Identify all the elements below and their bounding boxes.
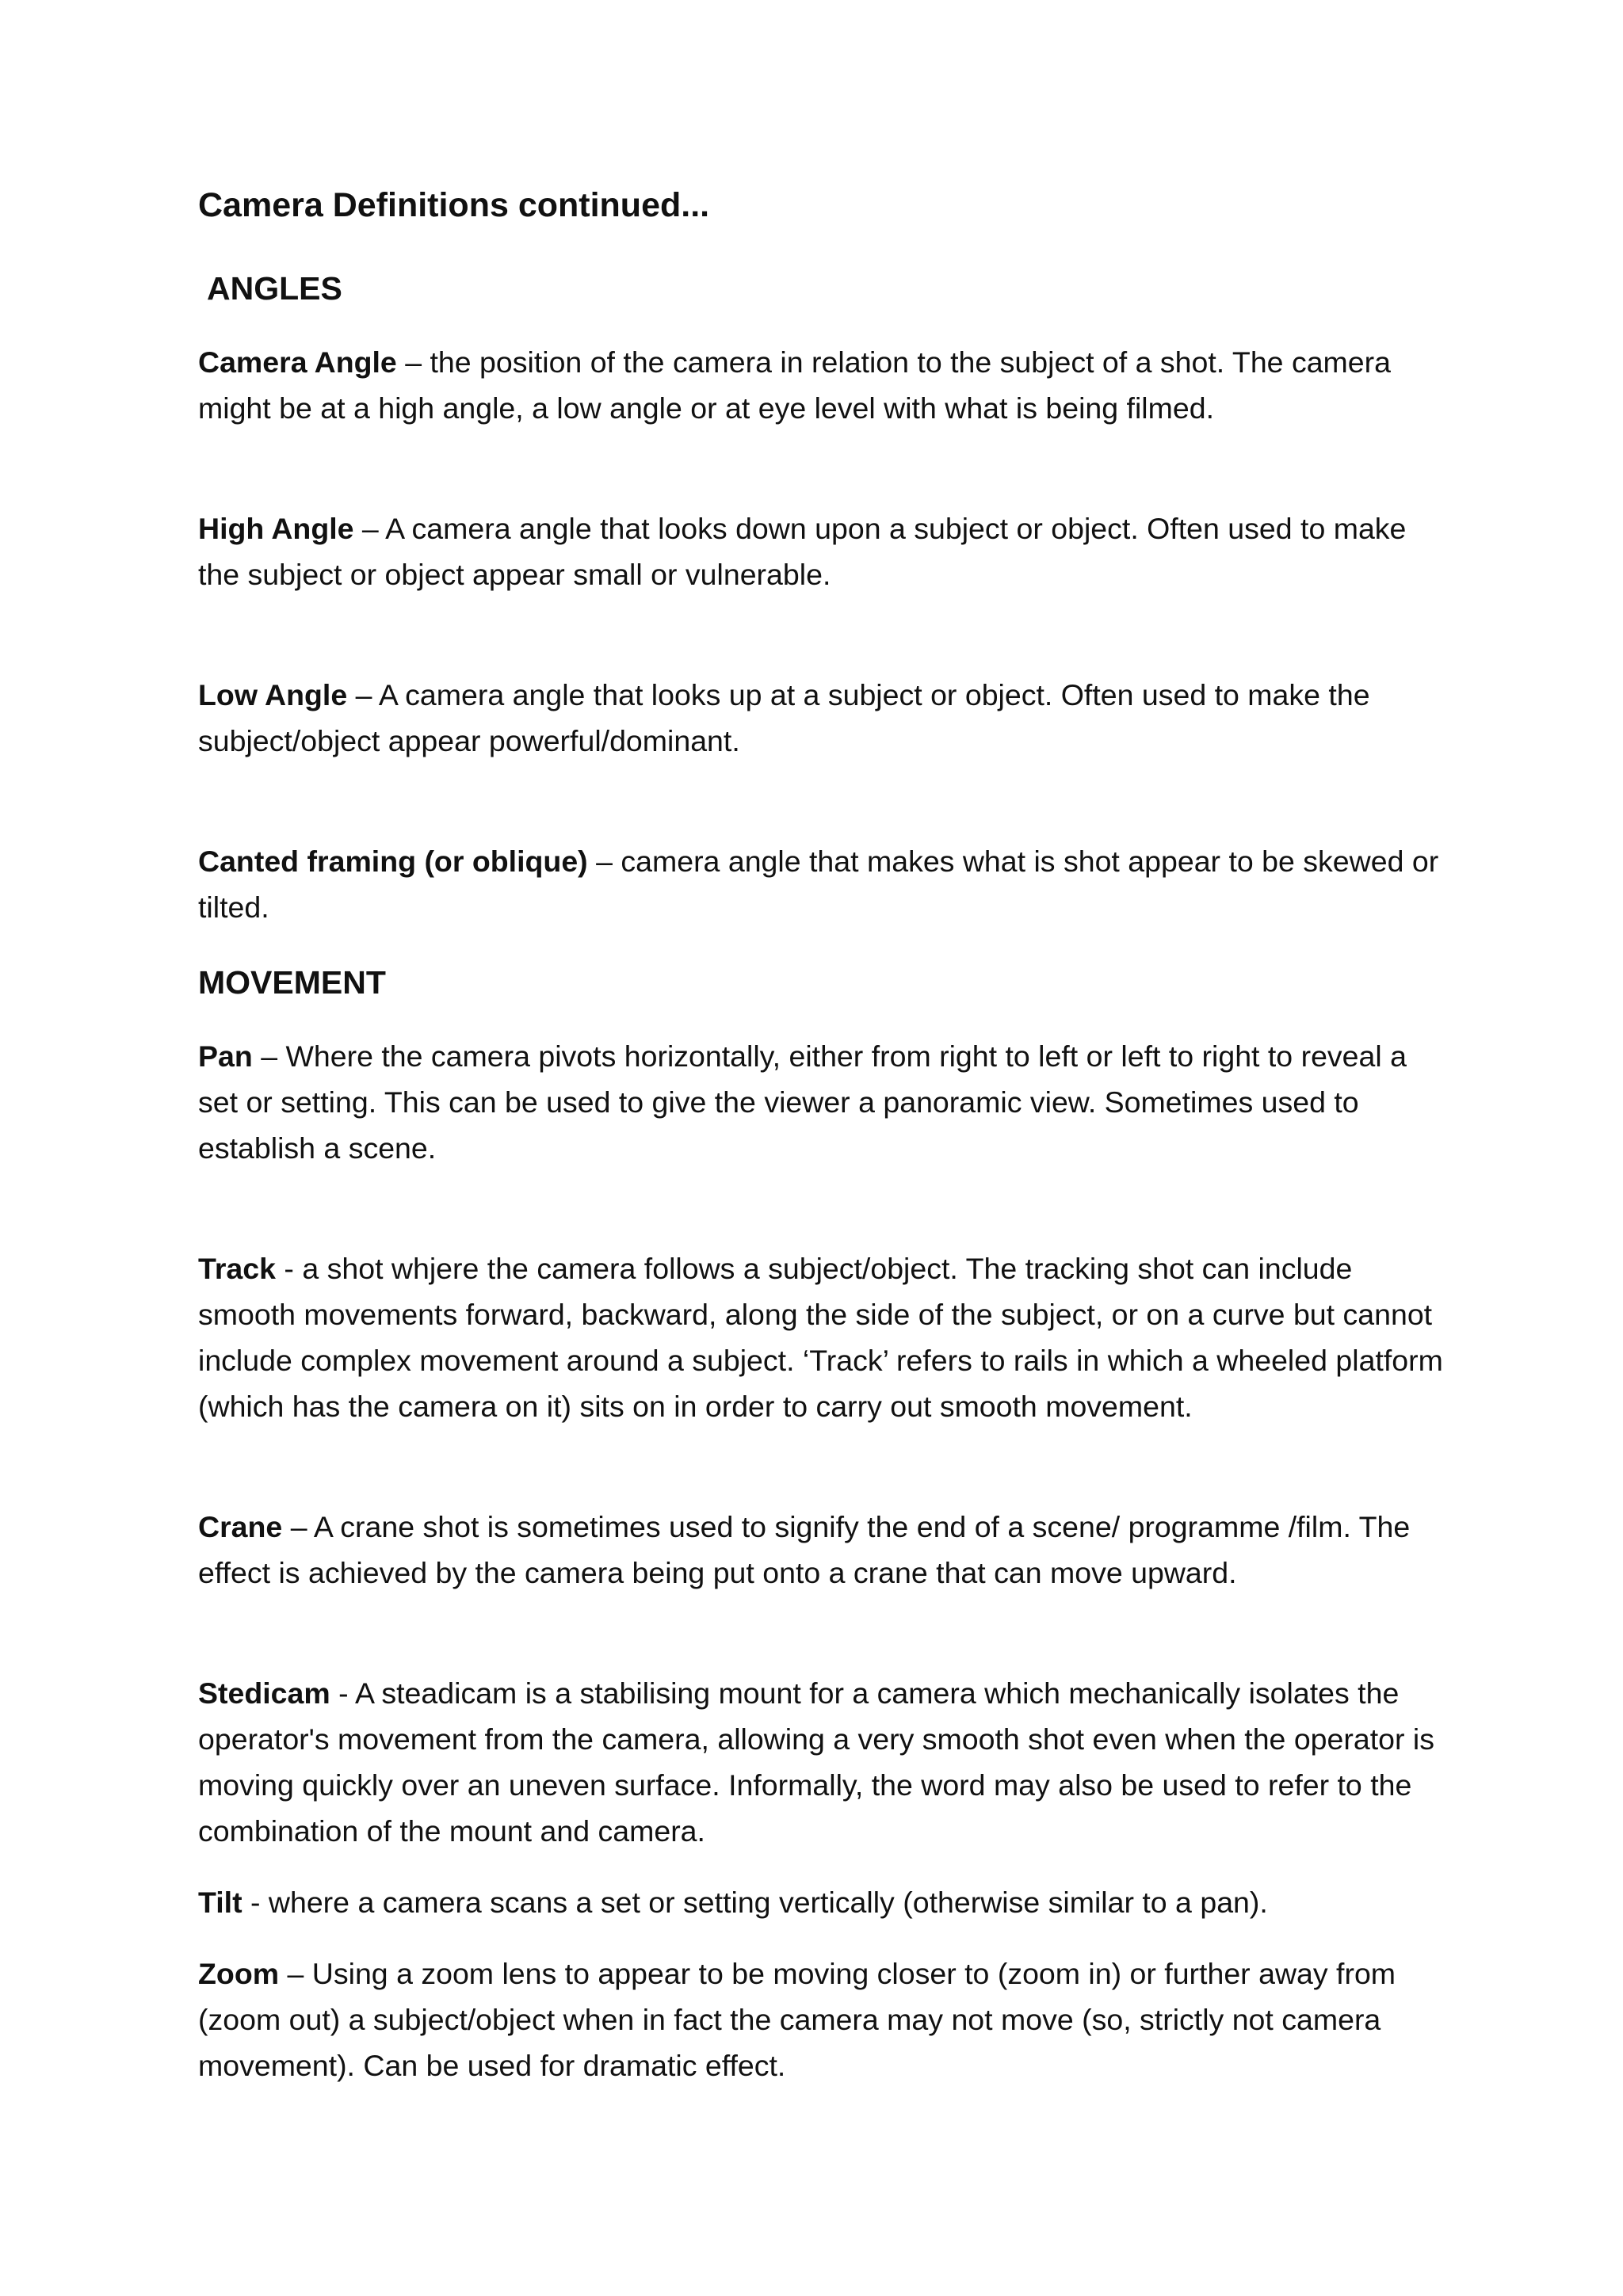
- separator: –: [587, 845, 621, 878]
- term-canted-framing: Canted framing (or oblique): [198, 845, 588, 878]
- definition-text: A camera angle that looks up at a subject or object. Often used to make the subject/object appear powerful/dominant.: [198, 678, 1370, 757]
- separator: -: [276, 1252, 303, 1285]
- term-track: Track: [198, 1252, 276, 1285]
- definition-text: where a camera scans a set or setting vertically (otherwise similar to a pan).: [268, 1886, 1268, 1919]
- term-zoom: Zoom: [198, 1957, 280, 1990]
- definition-text: Where the camera pivots horizontally, either from right to left or left to right to reveal a set or setting. This can be used to give the viewer a panoramic view. Sometimes used to establish a scene.: [198, 1039, 1407, 1165]
- separator: -: [330, 1676, 356, 1710]
- term-high-angle: High Angle: [198, 512, 354, 545]
- page-title: Camera Definitions continued...: [198, 186, 710, 224]
- definition-track: [198, 1245, 1450, 1429]
- definition-text: A crane shot is sometimes used to signify the end of a scene/ programme /film. The effect is achieved by the camera being put onto a crane that can move upward.: [198, 1510, 1411, 1589]
- term-pan: Pan: [198, 1039, 253, 1073]
- separator: –: [347, 678, 379, 711]
- definition-text: a shot whjere the camera follows a subject/object. The tracking shot can include smooth movements forward, backward, along the side of the subject, or on a curve but cannot include complex movement around a subject. ‘Track’ refers to rails in which a wheeled platform (which has the camera on it) sits on in order to carry out smooth movement.: [198, 1252, 1443, 1423]
- definition-pan: [198, 1033, 1450, 1171]
- definition-text: the position of the camera in relation to the subject of a shot. The camera might be at a high angle, a low angle or at eye level with what is being filmed.: [198, 345, 1391, 425]
- definition-high-angle: [198, 505, 1450, 597]
- definition-crane: [198, 1504, 1450, 1596]
- separator: –: [396, 345, 430, 379]
- definition-low-angle: [198, 672, 1450, 764]
- separator: –: [252, 1039, 286, 1073]
- term-tilt: Tilt: [198, 1886, 242, 1919]
- term-crane: Crane: [198, 1510, 283, 1543]
- section-heading-angles: ANGLES: [207, 270, 342, 307]
- term-low-angle: Low Angle: [198, 678, 348, 711]
- separator: -: [242, 1886, 269, 1919]
- definition-stedicam: [198, 1670, 1450, 1854]
- definition-text: camera angle that makes what is shot appear to be skewed or tilted.: [198, 845, 1439, 924]
- document-body: [198, 181, 1450, 2088]
- definition-canted-framing: [198, 838, 1450, 930]
- definition-zoom: [198, 1951, 1450, 2088]
- separator: –: [282, 1510, 314, 1543]
- section-heading-movement: MOVEMENT: [198, 964, 386, 1001]
- separator: –: [279, 1957, 312, 1990]
- definition-tilt: [198, 1879, 1450, 1925]
- separator: –: [353, 512, 386, 545]
- definition-text: A camera angle that looks down upon a subject or object. Often used to make the subject or object appear small or vulnerable.: [198, 512, 1407, 591]
- definition-camera-angle: [198, 339, 1450, 431]
- definition-text: Using a zoom lens to appear to be moving closer to (zoom in) or further away from (zoom out) a subject/object when in fact the camera may not move (so, strictly not camera movement). Can be used for dramatic effect.: [198, 1957, 1396, 2082]
- term-stedicam: Stedicam: [198, 1676, 330, 1710]
- term-camera-angle: Camera Angle: [198, 345, 397, 379]
- definition-text: A steadicam is a stabilising mount for a camera which mechanically isolates the operator's movement from the camera, allowing a very smooth shot even when the operator is moving quickly over an uneven surface. Informally, the word may also be used to refer to the combination of the mount and camera.: [198, 1676, 1435, 1848]
